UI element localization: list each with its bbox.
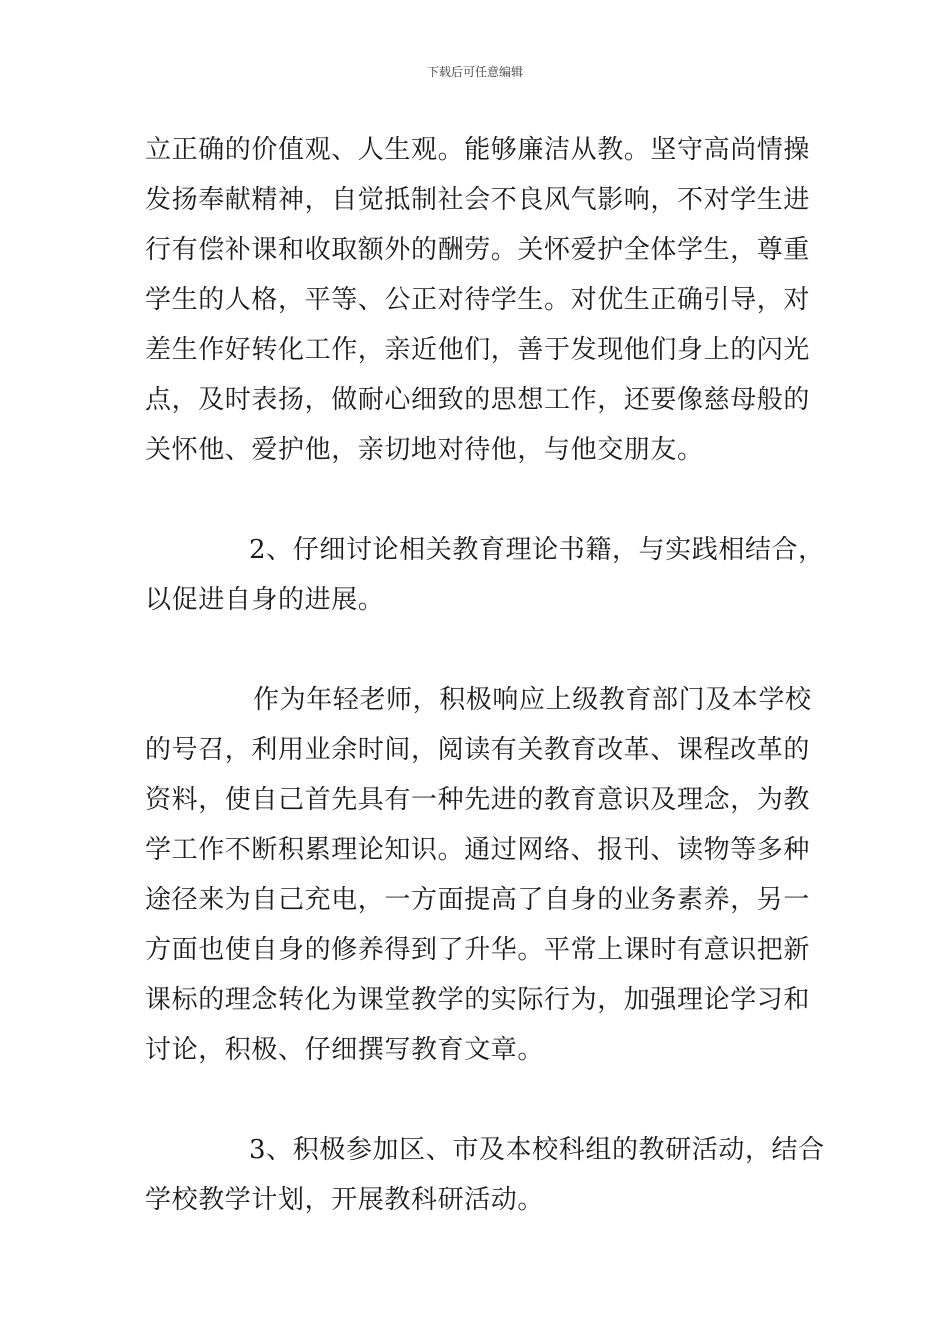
paragraph-section-3-heading (145, 1125, 825, 1225)
text-line: 方面也使自身的修养得到了升华。平常上课时有意识把新 (145, 935, 811, 965)
text-line: 讨论，积极、仔细撰写教育文章。 (145, 1035, 545, 1065)
text-line: 差生作好转化工作，亲近他们，善于发现他们身上的闪光 (145, 335, 811, 365)
text-line: 3、积极参加区、市及本校科组的教研活动，结合 (249, 1135, 825, 1165)
text-line: 的号召，利用业余时间，阅读有关教育改革、课程改革的 (145, 735, 811, 765)
text-line: 途径来为自己充电，一方面提高了自身的业务素养，另一 (145, 885, 811, 915)
page-header-note: 下载后可任意编辑 (426, 65, 523, 79)
text-line: 课标的理念转化为课堂教学的实际行为，加强理论学习和 (145, 985, 811, 1015)
paragraph-ethics (145, 125, 811, 475)
text-line: 学生的人格，平等、公正对待学生。对优生正确引导，对 (145, 285, 811, 315)
paragraph-spacer (145, 625, 807, 675)
paragraph-theory-study (145, 675, 812, 1075)
text-line: 以促进自身的进展。 (145, 585, 385, 615)
paragraph-spacer (145, 1075, 807, 1125)
text-line: 立正确的价值观、人生观。能够廉洁从教。坚守高尚情操 (145, 135, 811, 165)
text-line: 资料，使自己首先具有一种先进的教育意识及理念，为教 (145, 785, 811, 815)
text-line: 行有偿补课和收取额外的酬劳。关怀爱护全体学生，尊重 (145, 235, 811, 265)
text-line: 作为年轻老师，积极响应上级教育部门及本学校 (253, 685, 812, 715)
text-line: 学工作不断积累理论知识。通过网络、报刊、读物等多种 (145, 835, 811, 865)
paragraph-spacer (145, 475, 807, 525)
text-line: 点，及时表扬，做耐心细致的思想工作，还要像慈母般的 (145, 385, 811, 415)
text-line: 关怀他、爱护他，亲切地对待他，与他交朋友。 (145, 435, 704, 465)
text-line: 2、仔细讨论相关教育理论书籍，与实践相结合， (249, 535, 825, 565)
text-line: 学校教学计划，开展教科研活动。 (145, 1185, 545, 1215)
paragraph-section-2-heading (145, 525, 825, 625)
text-line: 发扬奉献精神，自觉抵制社会不良风气影响，不对学生进 (145, 185, 811, 215)
document-body (145, 125, 825, 1225)
